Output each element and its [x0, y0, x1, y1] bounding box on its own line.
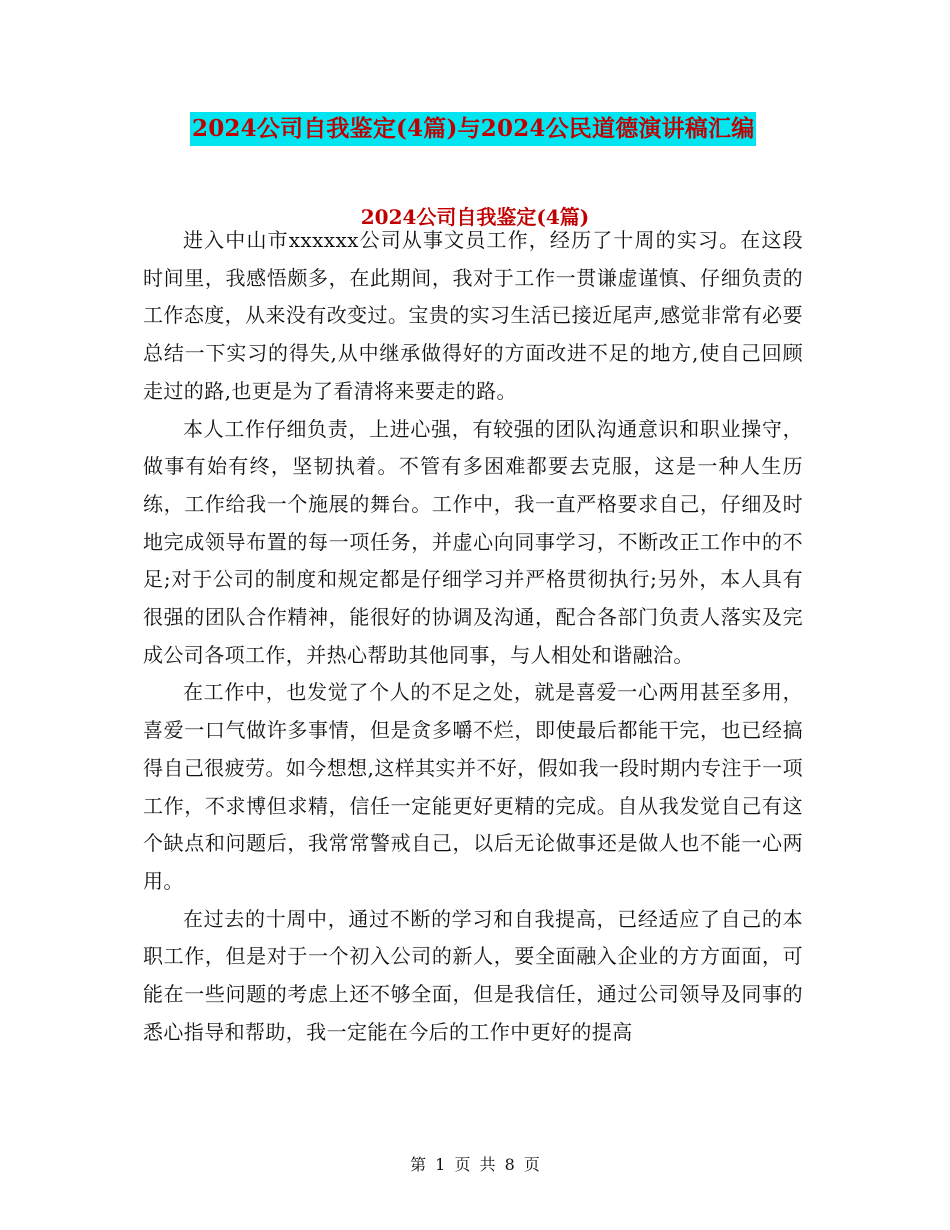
body-paragraph: 本人工作仔细负责，上进心强，有较强的团队沟通意识和职业操守，做事有始有终，坚韧执着。不管有多困难都要去克服，这是一种人生历练，工作给我一个施展的舞台。工作中，我一直严格要求自己，仔细及时地完成领导布置的每一项任务，并虚心向同事学习，不断改正工作中的不足;对于公司的制度和规定都是仔细学习并严格贯彻执行;另外，本人具有很强的团队合作精神，能很好的协调及沟通，配合各部门负责人落实及完成公司各项工作，并热心帮助其他同事，与人相处和谐融洽。: [143, 416, 803, 667]
body-paragraph: 进入中山市xxxxxx公司从事文员工作，经历了十周的实习。在这段时间里，我感悟颇多，在此期间，我对于工作一贯谦虚谨慎、仔细负责的工作态度，从来没有改变过。宝贵的实习生活已接近尾声,感觉非常有必要总结一下实习的得失,从中继承做得好的方面改进不足的地方,使自己回顾走过的路,也更是为了看清将来要走的路。: [143, 228, 803, 403]
document-title: 2024公司自我鉴定(4篇)与2024公民道德演讲稿汇编: [190, 112, 756, 146]
body-paragraph: 在工作中，也发觉了个人的不足之处，就是喜爱一心两用甚至多用，喜爱一口气做许多事情，但是贪多嚼不烂，即使最后都能干完，也已经搞得自己很疲劳。如今想想,这样其实并不好，假如我一段时期内专注于一项工作，不求博但求精，信任一定能更好更精的完成。自从我发觉自己有这个缺点和问题后，我常常警戒自己，以后无论做事还是做人也不能一心两用。: [143, 680, 803, 893]
section-title: 2024公司自我鉴定(4篇): [360, 205, 590, 229]
document-body: [143, 222, 803, 1051]
body-paragraph: 在过去的十周中，通过不断的学习和自我提高，已经适应了自己的本职工作，但是对于一个初入公司的新人，要全面融入企业的方方面面，可能在一些问题的考虑上还不够全面，但是我信任，通过公司领导及同事的悉心指导和帮助，我一定能在今后的工作中更好的提高: [143, 906, 803, 1044]
page-footer: 第 1 页 共 8 页: [410, 1155, 540, 1174]
